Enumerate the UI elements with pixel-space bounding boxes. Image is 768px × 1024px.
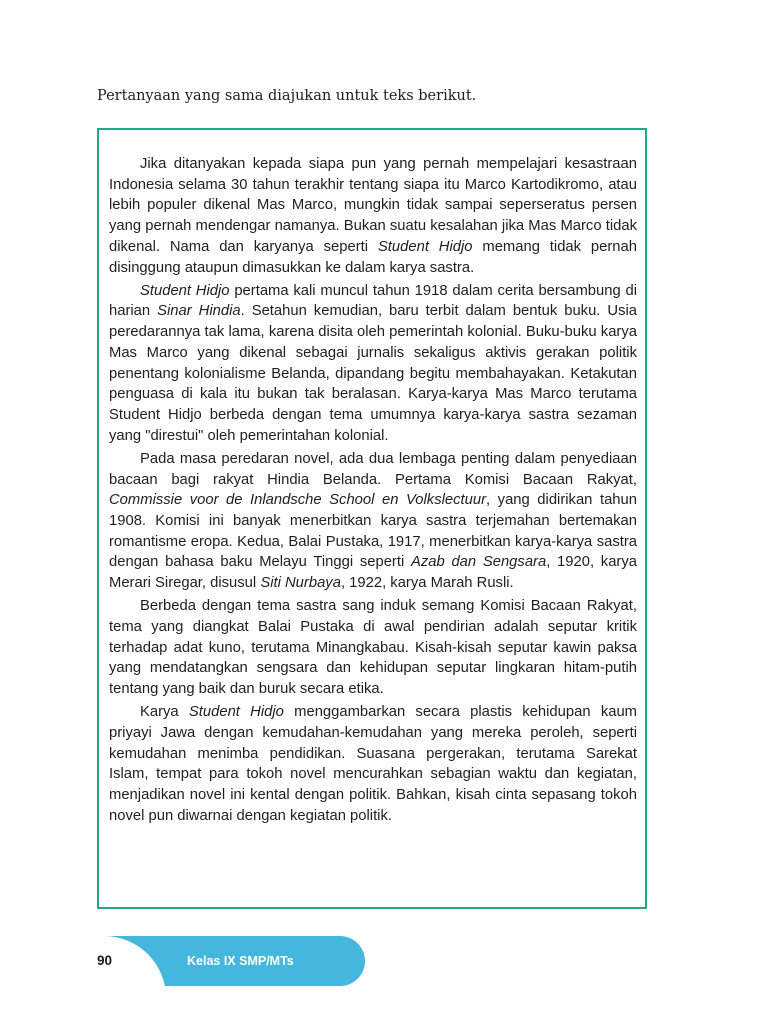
passage bbox=[109, 154, 637, 829]
paragraph-5-text-end: menggambarkan secara plastis kehidupan kaum priyayi Jawa dengan kemudahan-kemudahan yang mereka peroleh, seperti kemudahan menimba pendidikan. Suasana pergerakan, terutama Sarekat Islam, tempat para tokoh novel mencurahkan sebagian waktu dan kegiatan, menjadikan novel ini kental dengan politik. Bahkan, kisah cinta sepasang tokoh novel pun diwarnai dengan kegiatan politik. bbox=[109, 704, 637, 824]
paragraph-1-text-end: memang tidak pernah disinggung ataupun dimasukkan ke dalam karya sastra. bbox=[109, 238, 637, 276]
title-commissie: Commissie voor de Inlandsche School en Volkslectuur bbox=[109, 492, 487, 509]
paragraph-3 bbox=[109, 449, 637, 594]
title-student-hidjo: Student Hidjo bbox=[377, 238, 473, 255]
title-sinar-hindia: Sinar Hindia bbox=[157, 303, 241, 320]
footer-class-label: Kelas IX SMP/MTs bbox=[187, 954, 294, 968]
paragraph-2-text-end: . Setahun kemudian, baru terbit dalam bentuk buku. Usia peredarannya tak lama, karena disita oleh pemerintah kolonial. Buku-buku karya Mas Marco yang dikenal sebagai jurnalis sekaligus aktivis gerakan politik penentang kolonialisme Belanda, dipandang begitu membahayakan. Ketakutan penguasa di kala itu bukan tak beralasan. Karya-karya Mas Marco terutama Student Hidjo berbeda dengan tema umumnya karya-karya sastra sezaman yang "direstui" oleh pemerintahan kolonial. bbox=[109, 303, 638, 444]
paragraph-2-text: pertama kali muncul tahun 1918 dalam cerita bersambung di harian bbox=[109, 282, 638, 320]
footer-tab-notch bbox=[0, 936, 166, 1024]
page-number: 90 bbox=[97, 953, 113, 968]
title-student-hidjo: Student Hidjo bbox=[188, 704, 284, 721]
paragraph-4: Berbeda dengan tema sastra sang induk semang Komisi Bacaan Rakyat, tema yang diangkat Balai Pustaka di awal pendirian adalah seputar kritik terhadap adat kuno, terutama Minangkabau. Kisah-kisah seputar kawin paksa yang mendatangkan sengsara dan kehidupan seputar lingkaran hitam-putih tentang yang baik dan buruk secara etika. bbox=[109, 598, 637, 698]
title-siti-nurbaya: Siti Nurbaya bbox=[260, 575, 341, 592]
paragraph-3-text-end: , 1922, karya Marah Rusli. bbox=[340, 575, 514, 592]
paragraph-3-text-mid: , yang didirikan tahun 1908. Komisi ini banyak menerbitkan karya sastra terjemahan bertemakan romantisme eropa. Kedua, Balai Pustaka, 1917, menerbitkan karya-karya sastra dengan bahasa baku Melayu Tinggi seperti bbox=[109, 492, 637, 571]
paragraph-5-text: Karya bbox=[140, 704, 189, 721]
paragraph-3-text: Pada masa peredaran novel, ada dua lembaga penting dalam penyediaan bacaan bagi rakyat Hindia Belanda. Pertama Komisi Bacaan Rakyat, bbox=[109, 450, 637, 488]
paragraph-1-text: Jika ditanyakan kepada siapa pun yang pernah mempelajari kesastraan Indonesia selama 30 tahun terakhir tentang siapa itu Marco Kartodikromo, atau lebih populer dikenal Mas Marco, mungkin tidak sampai seperseratus persen yang pernah mendengar namanya. Bukan suatu kesalahan jika Mas Marco tidak dikenal. Nama dan karyanya seperti bbox=[109, 156, 637, 255]
paragraph-1 bbox=[109, 154, 637, 278]
paragraph-5 bbox=[109, 702, 637, 826]
title-student-hidjo: Student Hidjo bbox=[140, 282, 230, 299]
title-azab-dan-sengsara: Azab dan Sengsara bbox=[410, 554, 547, 571]
paragraph-2 bbox=[109, 281, 637, 447]
intro-text: Pertanyaan yang sama diajukan untuk teks berikut. bbox=[97, 88, 477, 104]
paragraph-3-text-mid2: , 1920, karya Merari Siregar, disusul bbox=[109, 554, 637, 592]
